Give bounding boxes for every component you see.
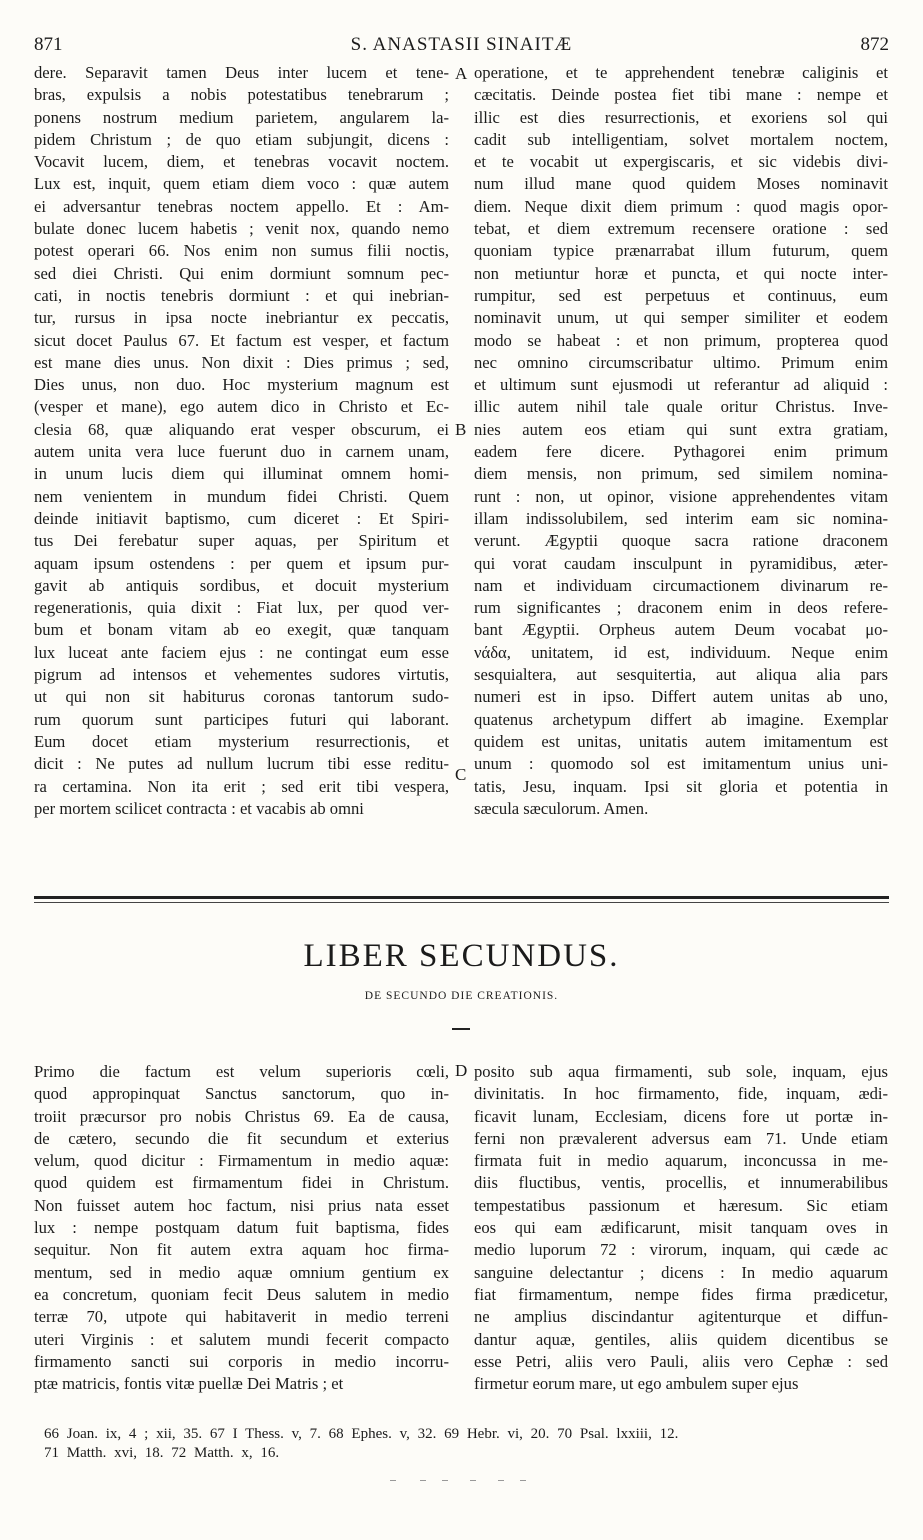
text-line: rum significantes ; draconem enim in deos refere- (474, 598, 888, 618)
text-line: illam indissolubilem, sed interim eam sic nomina- (474, 508, 888, 528)
text-line: eos qui eam ædificarunt, misit tanquam oves in (474, 1218, 888, 1238)
section-divider (34, 896, 889, 899)
text-line: uteri Virginis : et salutem mundi fecerit compacto (34, 1329, 449, 1349)
footnote-line: 66 Joan. ix, 4 ; xii, 35. 67 I Thess. v, 7. 68 Ephes. v, 32. 69 Hebr. vi, 20. 70 Psal. lxxiii, 12. (44, 1426, 679, 1442)
text-line: quod appropinquat Sanctus sanctorum, quo in- (34, 1084, 449, 1104)
text-line: Dies unus, non duo. Hoc mysterium magnum est (34, 375, 449, 395)
text-line: runt : non, ut opinor, visione apprehendentes vitam (474, 486, 888, 506)
text-line: ponens nostrum medium parietem, angularem la- (34, 107, 449, 127)
text-line: rum quorum sunt participes futuri qui laborant. (34, 709, 449, 729)
text-line: tempestatibus passionum et hæresum. Sic etiam (474, 1195, 888, 1215)
text-line: dantur aquæ, gentiles, aliis quidem dicentibus se (474, 1329, 888, 1349)
text-line: ferni non prævalerent adversus eam 71. Unde etiam (474, 1128, 888, 1148)
running-title: S. ANASTASII SINAITÆ (350, 34, 573, 55)
text-line: Non fuisset autem hoc factum, nisi prius nata esset (34, 1195, 449, 1215)
text-line: troiit præcursor pro nobis Christus 69. Ea de causa, (34, 1106, 449, 1126)
text-line: quod quidem est firmamentum fidei in Christum. (34, 1173, 449, 1193)
text-line: divinitatis. In hoc firmamento, fide, inquam, ædi- (474, 1084, 888, 1104)
text-line: Lux est, inquit, quem etiam diem voco : quæ autem (34, 174, 449, 194)
text-line: diem mensis, non primum, sed similem nomina- (474, 464, 888, 484)
text-line: quatenus archetypum differt ab imagine. Exemplar (474, 709, 888, 729)
text-line: medio luporum 72 : virorum, inquam, qui cæde ac (474, 1240, 888, 1260)
text-line: clesia 68, quæ aliquando erat vesper obscurum, ei (34, 419, 449, 439)
text-line: ea concretum, quoniam fecit Deus salutem in medio (34, 1284, 449, 1304)
text-line: eadem fere dicere. Pythagorei enim primum (474, 442, 888, 462)
text-line: modo se habeat : et non primum, propterea quod (474, 330, 888, 350)
text-line: illic est dies resurrectionis, et exoriens sol qui (474, 107, 888, 127)
text-line: diis fluctibus, ventis, procellis, et innumerabilibus (474, 1173, 888, 1193)
footnotes (44, 1425, 894, 1463)
section-marker-b: B (455, 420, 467, 439)
text-line: Vocavit lucem, diem, et tenebras vocavit noctem. (34, 152, 449, 172)
text-line: gavit ab antiquis sordibus, et docuit mysterium (34, 575, 449, 595)
text-line: terræ 70, utpote qui habitaverit in medio terreni (34, 1307, 449, 1327)
text-line: lux luceat ante faciem ejus : ne contingat eum esse (34, 642, 449, 662)
text-line: posito sub aqua firmamenti, sub sole, inquam, ejus (474, 1062, 888, 1081)
text-line: ra certamina. Non ita erit ; sed erit tibi vespera, (34, 776, 449, 796)
text-line: nies autem eos etiam qui sunt extra gratiam, (474, 419, 888, 439)
running-head (34, 34, 889, 58)
text-line: ei adversantur tenebras noctem appello. Et : Am- (34, 196, 449, 216)
text-line: lux : nempe postquam datum fuit baptisma, fides (34, 1218, 449, 1238)
text-line: aquam ipsum ostendens : per quem et ipsum pur- (34, 553, 449, 573)
text-line: illic autem nihil tale quale oritur Christus. Inve- (474, 397, 888, 417)
text-line: firmata fuit in medio aquarum, inconcussa in me- (474, 1151, 888, 1171)
text-line: nam et individuam circumactionem divinarum re- (474, 575, 888, 595)
text-line: regenerationis, quia dixit : Fiat lux, per quod ver- (34, 598, 449, 618)
text-line: nominavit unum, ut qui semper similiter et eodem (474, 308, 888, 328)
text-line: nec omnino circumscribatur ultimo. Primum enim (474, 352, 888, 372)
text-line: deinde initiavit baptismo, cum diceret : Et Spiri- (34, 508, 449, 528)
text-line: tatis, Jesu, inquam. Ipsi sit gloria et potentia in (474, 776, 888, 796)
title-rule (452, 1028, 470, 1030)
left-page-number: 871 (34, 34, 63, 55)
text-line: sed diei Christi. Qui enim dormiunt somnum pec- (34, 263, 449, 283)
text-line: sanguine delectantur ; dicens : In medio aquarum (474, 1262, 888, 1282)
text-line: sesquialtera, aut sesquitertia, aut aliqua alia pars (474, 665, 888, 685)
book-title: LIBER SECUNDUS. (303, 938, 620, 974)
text-line: autem unita vera luce fuerunt duo in carnem unam, (34, 442, 449, 462)
right-page-number: 872 (860, 34, 889, 55)
text-line: dicit : Ne putes ad nullum lucrum tibi esse reditu- (34, 754, 449, 774)
text-line: sæcula sæculorum. Amen. (474, 798, 649, 818)
text-line: dere. Separavit tamen Deus inter lucem et tene- (34, 63, 449, 82)
text-line: per mortem scilicet contracta : et vacabis ab omni (34, 798, 364, 818)
text-line: cati, in noctis tenebris dormiunt : et qui inebrian- (34, 285, 449, 305)
text-line: νάδα, unitatem, id est, individuum. Neque enim (474, 642, 888, 662)
footnote-line: 71 Matth. xvi, 18. 72 Matth. x, 16. (44, 1445, 280, 1461)
text-line: operatione, et te apprehendent tenebræ caliginis et (474, 63, 888, 82)
text-line: diem. Neque dixit diem primum : quod magis opor- (474, 196, 888, 216)
column-c (34, 1061, 449, 1395)
text-line: tebat, et diem extremum recensere oratione : sed (474, 219, 888, 239)
text-line: non metiuntur horæ et puncta, et qui nocte inter- (474, 263, 888, 283)
text-line: fiat firmamentum, nempe fides firma prædicetur, (474, 1284, 888, 1304)
text-line: bulate donec lucem habetis ; venit nox, quando nemo (34, 219, 449, 239)
text-line: quidem est unitas, unitatis autem imitamentum est (474, 731, 888, 751)
text-line: bras, expulsis a nobis potestatibus tenebrarum ; (34, 85, 449, 105)
text-line: tur, rursus in ipsa nocte inebriantur ex peccatis, (34, 308, 449, 328)
text-line: cæcitatis. Deinde postea fiet tibi mane : nempe et (474, 85, 888, 105)
text-line: rumpitur, sed est perpetuus et continuus, eum (474, 285, 888, 305)
text-line: ficavit lunam, Ecclesiam, dicens fore ut portæ in- (474, 1106, 888, 1126)
text-line: et ultimum sunt ejusmodi ut referantur ad aliquid : (474, 375, 888, 395)
text-line: numeri est in ipso. Differt autem unitas ab uno, (474, 687, 888, 707)
text-line: velum, quod dicitur : Firmamentum in medio aquæ: (34, 1151, 449, 1171)
text-line: sicut docet Paulus 67. Et factum est vesper, et factum (34, 330, 449, 350)
text-line: tus Dei ferebatur super aquas, per Spiritum et (34, 531, 449, 551)
text-line: potest operari 66. Nos enim non sumus filii noctis, (34, 241, 449, 261)
text-line: ne amplius discindantur agitenturque et diffun- (474, 1307, 888, 1327)
text-line: esse Petri, aliis vero Pauli, aliis vero Cephæ : sed (474, 1351, 888, 1371)
text-line: bum et bonam vitam ab eo exegit, quæ tanquam (34, 620, 449, 640)
text-line: num illud mane quod quidem Moses nominavit (474, 174, 888, 194)
column-d (474, 1061, 888, 1395)
text-line: nem venientem in mundum fidei Christi. Quem (34, 486, 449, 506)
text-line: ptæ matricis, fontis vitæ puellæ Dei Matris ; et (34, 1374, 344, 1394)
section-marker-a: A (455, 64, 468, 83)
text-line: ut qui non sit habiturus coronas tantorum sudo- (34, 687, 449, 707)
text-line: Eum docet etiam mysterium resurrectionis, et (34, 731, 449, 751)
text-line: qui vorat caudam insculpunt in pyramidibus, æter- (474, 553, 888, 573)
section-marker-d: D (455, 1061, 468, 1080)
text-line: mentum, sed in medio aquæ omnium gentium ex (34, 1262, 449, 1282)
print-specks (380, 1478, 540, 1484)
text-line: in unum lucis diem qui illuminat omnem homi- (34, 464, 449, 484)
column-b (474, 62, 888, 820)
book-subtitle: DE SECUNDO DIE CREATIONIS. (364, 990, 559, 1002)
text-line: sequitur. Non fit autem extra aquam hoc firma- (34, 1240, 449, 1260)
text-line: verunt. Ægyptii quoque sacra ratione draconem (474, 531, 888, 551)
text-line: firmetur eorum mare, ut ego ambulem super ejus (474, 1374, 799, 1394)
text-line: unum : quomodo sol est imitamentum unius uni- (474, 754, 888, 774)
column-a (34, 62, 449, 820)
section-divider-thin (34, 902, 889, 903)
text-line: (vesper et mane), ego autem dico in Christo et Ec- (34, 397, 449, 417)
text-line: cadit sub intelligentiam, solvet mortalem noctem, (474, 129, 888, 149)
text-line: pigrum ad intensos et vehementes sudores virtutis, (34, 665, 449, 685)
text-line: et te vocabit ut expergiscaris, et sic videbis divi- (474, 152, 888, 172)
text-line: de cætero, secundo die fit secundum et exterius (34, 1128, 449, 1148)
text-line: pidem Christum ; de quo etiam subjungit, dicens : (34, 129, 449, 149)
text-line: firmamento sancti sui corporis in medio incorru- (34, 1351, 449, 1371)
section-marker-c: C (455, 765, 467, 784)
text-line: est mane dies unus. Non dixit : Dies primus ; sed, (34, 352, 449, 372)
text-line: bant Ægyptii. Orpheus autem Deum vocabat μο- (474, 620, 888, 640)
text-line: quoniam typice prænarrabat illum futurum, quem (474, 241, 888, 261)
text-line: Primo die factum est velum superioris cœli, (34, 1062, 449, 1081)
